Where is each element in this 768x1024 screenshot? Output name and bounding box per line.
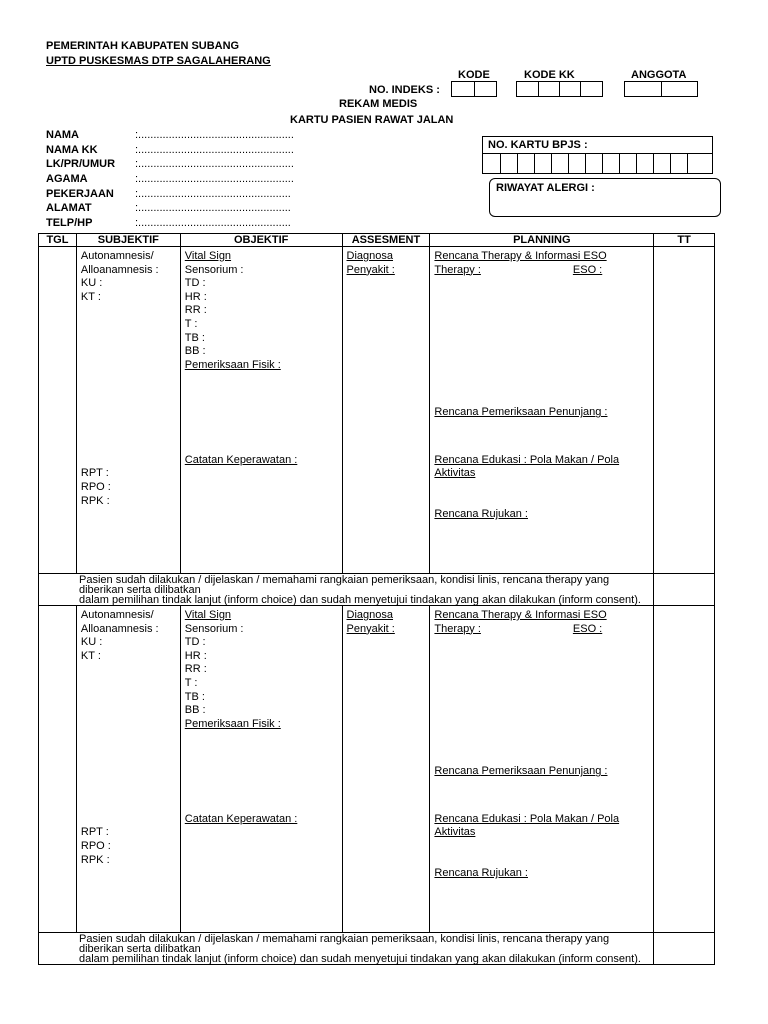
kode-kk-box[interactable]	[580, 81, 603, 97]
anggota-box[interactable]	[661, 81, 698, 97]
hr-label: HR :	[184, 290, 207, 303]
rpt-label: RPT :	[80, 467, 109, 480]
bpjs-digit-cell[interactable]	[500, 153, 518, 174]
sensorium-label: Sensorium :	[184, 622, 244, 635]
vital-sign-label: Vital Sign	[184, 250, 232, 262]
field-nama[interactable]: :...................................................	[135, 129, 294, 141]
therapy-title: Rencana Therapy & Informasi ESO	[434, 250, 607, 262]
rpk-label: RPK :	[80, 853, 110, 866]
td-label: TD :	[184, 277, 206, 290]
anggota-box[interactable]	[624, 81, 662, 97]
ku-label: KU :	[80, 277, 103, 290]
subjektif-cell[interactable]	[76, 606, 180, 933]
government-name: PEMERINTAH KABUPATEN SUBANG	[46, 40, 240, 52]
aktivitas-label: Aktivitas	[434, 826, 476, 839]
consent-line-1: Pasien sudah dilakukan / dijelaskan / memahami rangkaian pemeriksaan, kondisi linis, rencana therapy yang diberikan serta dilibatkan	[79, 933, 610, 955]
catatan-keperawatan-label: Catatan Keperawatan :	[184, 813, 298, 826]
kode-kk-box[interactable]	[559, 81, 581, 97]
field-label-nama: NAMA	[46, 129, 79, 141]
header-tgl: TGL	[39, 234, 77, 247]
penyakit-label: Penyakit :	[346, 263, 395, 276]
penyakit-label: Penyakit :	[346, 622, 395, 635]
field-label-agama: AGAMA	[46, 173, 88, 185]
therapy-label: Therapy :	[434, 622, 481, 635]
header-subjektif: SUBJEKTIF	[76, 234, 180, 247]
edukasi-label: Rencana Edukasi : Pola Makan / Pola	[434, 453, 620, 466]
record-table	[38, 233, 715, 965]
hr-label: HR :	[184, 649, 207, 662]
therapy-line	[434, 264, 653, 278]
objektif-cell[interactable]	[180, 606, 342, 933]
bb-label: BB :	[184, 345, 206, 358]
t-label: T :	[184, 676, 198, 689]
rpo-label: RPO :	[80, 480, 111, 493]
autonamnesis-label: Autonamnesis/	[80, 609, 154, 621]
kode-kk-label: KODE KK	[524, 69, 575, 81]
sensorium-label: Sensorium :	[184, 263, 244, 276]
bpjs-digit-cell[interactable]	[482, 153, 501, 174]
field-pekerjaan[interactable]: :..................................................	[135, 188, 291, 200]
field-umur[interactable]: :...................................................	[135, 158, 294, 170]
bpjs-digit-cell[interactable]	[517, 153, 535, 174]
pemeriksaan-fisik-label: Pemeriksaan Fisik :	[184, 717, 281, 730]
therapy-line	[434, 623, 653, 637]
title-kartu-pasien: KARTU PASIEN RAWAT JALAN	[290, 114, 454, 126]
catatan-keperawatan-label: Catatan Keperawatan :	[184, 454, 298, 467]
tt-cell[interactable]	[654, 247, 715, 574]
table-row	[39, 247, 715, 574]
alloanamnesis-label: Alloanamnesis :	[80, 263, 159, 276]
table-row	[39, 606, 715, 933]
bpjs-digit-cell[interactable]	[534, 153, 552, 174]
field-telp[interactable]: :..................................................	[135, 217, 291, 229]
penunjang-label: Rencana Pemeriksaan Penunjang :	[434, 765, 608, 778]
field-label-alamat: ALAMAT	[46, 202, 92, 214]
rr-label: RR :	[184, 663, 207, 676]
rpk-label: RPK :	[80, 494, 110, 507]
consent-row	[39, 933, 715, 965]
header-assesment: ASSESMENT	[342, 234, 430, 247]
field-label-umur: LK/PR/UMUR	[46, 158, 116, 170]
therapy-title: Rencana Therapy & Informasi ESO	[434, 609, 607, 621]
rpo-label: RPO :	[80, 839, 111, 852]
kode-box[interactable]	[474, 81, 497, 97]
consent-tt-cell[interactable]	[654, 574, 715, 606]
t-label: T :	[184, 317, 198, 330]
kode-label: KODE	[458, 69, 490, 81]
eso-label: ESO :	[572, 263, 603, 276]
field-agama[interactable]: :...................................................	[135, 173, 294, 185]
field-label-nama-kk: NAMA KK	[46, 144, 98, 156]
bpjs-digit-cell[interactable]	[585, 153, 603, 174]
bb-label: BB :	[184, 704, 206, 717]
planning-cell[interactable]	[430, 247, 654, 574]
consent-line-1: Pasien sudah dilakukan / dijelaskan / memahami rangkaian pemeriksaan, kondisi linis, rencana therapy yang diberikan serta dilibatkan	[79, 574, 610, 596]
tt-cell[interactable]	[654, 606, 715, 933]
bpjs-digit-cell[interactable]	[568, 153, 586, 174]
bpjs-digit-cell[interactable]	[670, 153, 688, 174]
rr-label: RR :	[184, 304, 207, 317]
bpjs-digit-cell[interactable]	[653, 153, 671, 174]
therapy-label: Therapy :	[434, 263, 481, 276]
consent-line-2: dalam pemilihan tindak lanjut (inform choice) dan sudah menyetujui tindakan yang akan dilakukan (inform consent).	[79, 953, 641, 965]
tgl-cell[interactable]	[39, 247, 77, 574]
tb-label: TB :	[184, 690, 205, 703]
rujukan-label: Rencana Rujukan :	[434, 866, 528, 879]
assesment-cell[interactable]	[342, 247, 430, 574]
header-objektif: OBJEKTIF	[180, 234, 342, 247]
alloanamnesis-label: Alloanamnesis :	[80, 622, 159, 635]
edukasi-label: Rencana Edukasi : Pola Makan / Pola	[434, 812, 620, 825]
bpjs-label: NO. KARTU BPJS :	[488, 139, 588, 151]
rujukan-label: Rencana Rujukan :	[434, 507, 528, 520]
tgl-cell[interactable]	[39, 606, 77, 933]
kode-kk-box[interactable]	[538, 81, 560, 97]
consent-text	[39, 933, 654, 965]
kt-label: KT :	[80, 649, 101, 662]
td-label: TD :	[184, 636, 206, 649]
header-tt: TT	[654, 234, 715, 247]
no-indeks-label: NO. INDEKS :	[369, 84, 440, 96]
anggota-label: ANGGOTA	[631, 69, 687, 81]
field-alamat[interactable]: :..................................................	[135, 202, 291, 214]
penunjang-label: Rencana Pemeriksaan Penunjang :	[434, 406, 608, 419]
consent-tt-cell[interactable]	[654, 933, 715, 965]
bpjs-digit-cell[interactable]	[619, 153, 637, 174]
consent-line-2: dalam pemilihan tindak lanjut (inform choice) dan sudah menyetujui tindakan yang akan dilakukan (inform consent).	[79, 594, 641, 606]
rpt-label: RPT :	[80, 826, 109, 839]
bpjs-digit-cell[interactable]	[687, 153, 713, 174]
objektif-cell[interactable]	[180, 247, 342, 574]
kt-label: KT :	[80, 290, 101, 303]
alergi-label: RIWAYAT ALERGI :	[496, 182, 595, 194]
field-label-telp: TELP/HP	[46, 217, 93, 229]
diagnosa-label: Diagnosa	[346, 250, 394, 262]
ku-label: KU :	[80, 636, 103, 649]
field-nama-kk[interactable]: :...................................................	[135, 144, 294, 156]
title-rekam-medis: REKAM MEDIS	[339, 98, 418, 110]
consent-text	[39, 574, 654, 606]
diagnosa-label: Diagnosa	[346, 609, 394, 621]
bpjs-digit-cell[interactable]	[636, 153, 654, 174]
bpjs-digit-cell[interactable]	[551, 153, 569, 174]
eso-label: ESO :	[572, 622, 603, 635]
field-label-pekerjaan: PEKERJAAN	[46, 188, 114, 200]
clinic-name: UPTD PUSKESMAS DTP SAGALAHERANG	[46, 55, 271, 67]
subjektif-cell[interactable]	[76, 247, 180, 574]
vital-sign-label: Vital Sign	[184, 609, 232, 621]
table-header-row	[39, 234, 715, 247]
kode-kk-box[interactable]	[516, 81, 539, 97]
header-planning: PLANNING	[430, 234, 654, 247]
bpjs-digit-cell[interactable]	[602, 153, 620, 174]
pemeriksaan-fisik-label: Pemeriksaan Fisik :	[184, 358, 281, 371]
assesment-cell[interactable]	[342, 606, 430, 933]
kode-box[interactable]	[451, 81, 475, 97]
planning-cell[interactable]	[430, 606, 654, 933]
aktivitas-label: Aktivitas	[434, 467, 476, 480]
tb-label: TB :	[184, 331, 205, 344]
consent-row	[39, 574, 715, 606]
alergi-box[interactable]	[489, 178, 721, 217]
autonamnesis-label: Autonamnesis/	[80, 250, 154, 262]
